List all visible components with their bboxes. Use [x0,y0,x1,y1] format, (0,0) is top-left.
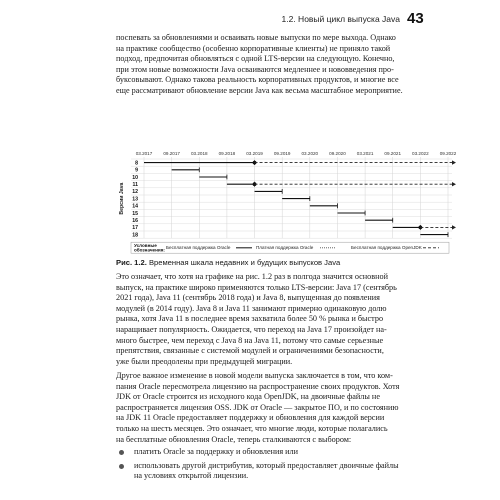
bullet-dot-icon [119,450,124,455]
bullet-item [116,447,456,458]
text-line: наращивает популярность. Ожидается, что переход на Java 17 произойдет на- [116,324,387,334]
running-header: 1.2. Новый цикл выпуска Java [281,14,400,24]
version-label: 16 [132,218,138,224]
text-line: Другое важное изменение в новой модели выпуска заключается в том, что ком- [116,371,393,380]
text-line: выпуск, на практике широко применяются только LTS-версии: Java 17 (сентябрь [116,282,397,292]
arrow-head-icon [452,182,456,186]
version-label: 18 [132,232,138,239]
text-line: на практике сообщество (особенно корпоративные клиенты) не приняло такой [116,43,391,53]
x-tick-label: 09.2021 [384,151,402,156]
x-tick-label: 09.2019 [273,151,291,156]
x-tick-label: 09.2022 [439,151,456,156]
bullet-item [116,461,456,482]
arrow-head-icon [452,160,456,164]
text-line: распространяется лицензия OSS. JDK от Oracle — закрытое ПО, и по состоянию [116,402,399,412]
x-tick-label: 09.2018 [218,151,236,156]
version-label: 15 [132,210,138,217]
version-label: 14 [132,203,138,210]
x-tick-label: 03.2018 [190,151,208,156]
arrow-head-icon [452,225,456,229]
version-label: 13 [132,196,138,203]
version-label: 9 [135,167,138,174]
bullet-text: на условиях открытой лицензии. [134,471,249,481]
bullet-text: использовать другой дистрибутив, который предоставляет двоичные файлы [134,460,399,470]
x-tick-label: 03.2020 [301,151,319,156]
bullet-text: платить Oracle за поддержку и обновления или [134,447,299,456]
text-line: еще рассматривают обновление версии Java как весьма масштабное мероприятие. [116,85,403,95]
x-tick-label: 09.2020 [329,151,346,156]
legend-title: обозначения: [134,247,165,253]
text-line: буксовывают. Однако такова реальность корпоративных продуктов, и многие все [116,75,399,85]
x-tick-label: 09.2017 [163,151,180,156]
y-axis-label: Версии Java [119,182,125,215]
x-tick-label: 03.2019 [246,151,263,156]
legend-item-label: Платная поддержка Oracle [256,245,314,251]
release-timeline-figure [116,148,456,254]
version-label: 11 [132,182,138,188]
x-tick-label: 03.2021 [356,151,374,156]
caption-text: Временная шкала недавних и будущих выпусков Java [146,258,341,267]
x-tick-label: 03.2017 [135,151,153,156]
page-number: 43 [407,10,424,27]
choice-bullet-list [116,447,456,485]
text-line: JDK от Oracle строится из исходного кода OpenJDK, на двоичные файлы не [116,392,380,402]
bullet-dot-icon [119,464,124,469]
text-line: Это означает, что хотя на графике на рис. 1.2 раз в полгода значится основной [116,272,388,281]
x-tick-label: 03.2022 [412,151,429,156]
text-line: много быстрее, чем переход с Java 8 на Java 11, потому что самые серьезные [116,335,384,345]
version-label: 12 [132,189,138,196]
release-timeline-chart [116,148,456,254]
intro-paragraph [116,33,456,97]
text-line: пания Oracle пересмотрела лицензию на распространение своих продуктов. Хотя [116,381,400,391]
legend-item-label: Бесплатная поддержка Oracle [166,245,231,251]
paragraph-licensing [116,371,456,445]
text-line: рынка, хотя Java 11 в последнее время захватила более 50 % рынка и быстро [116,314,384,324]
text-line: поспевать за обновлениями и осваивать новые выпуски по мере выхода. Однако [116,33,396,42]
text-line: уже были преодолены при предыдущей миграции. [116,356,293,366]
text-line: подход, предпочитая обновляться с одной LTS-версии на следующую. Конечно, [116,54,395,64]
figure-caption [116,258,456,267]
legend-title: Условные [134,242,157,248]
text-line: на JDK 11 Oracle предоставляет поддержку и обновления для каждой версии [116,413,385,423]
version-label: 10 [132,174,138,181]
version-label: 17 [132,225,138,232]
text-line: при этом новые возможности Java осваиваются медленнее и нововведения про- [116,64,394,74]
text-line: только на шесть месяцев. Это означает, что многие люди, которые полагались [116,423,388,433]
legend-item-label: Бесплатная поддержка OpenJDK [351,245,422,251]
text-line: 2021 года), Java 11 (сентябрь 2018 года) и Java 8, выпущенная до появления [116,293,380,303]
text-line: модулей (в 2014 году). Java 8 и Java 11 занимают примерно одинаковую долю [116,303,387,313]
text-line: препятствия, связанные с системой модулей и ограничениями безопасности, [116,346,384,356]
version-label: 8 [135,160,138,167]
caption-label: Рис. 1.2. [116,258,147,267]
paragraph-lts-usage [116,272,456,367]
text-line: на бесплатные обновления Oracle, теперь сталкиваются с выбором: [116,434,352,444]
